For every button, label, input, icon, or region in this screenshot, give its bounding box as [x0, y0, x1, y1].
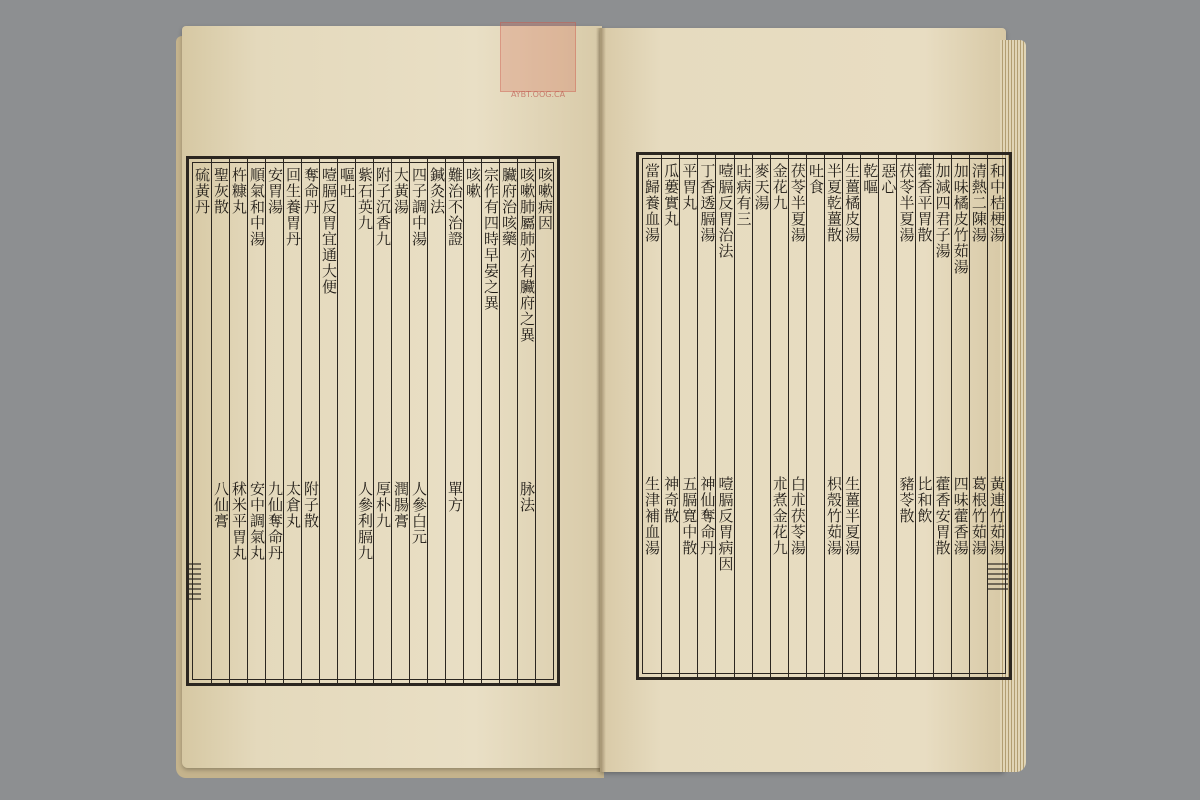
left-column — [355, 159, 374, 683]
left-entry: 附子沉香九 — [374, 167, 392, 247]
left-column — [463, 159, 482, 683]
left-entry: 嘔吐 — [338, 167, 356, 199]
right-text-frame — [636, 152, 1012, 680]
left-entry: 咳嗽肺屬肺亦有臟府之異 — [518, 167, 536, 343]
right-entry-lower: 朮煮金花九 — [770, 476, 789, 557]
left-entry-lower: 潤腸膏 — [392, 481, 410, 530]
left-entry: 臟府治咳藥 — [500, 167, 518, 247]
right-entry-lower: 豬苓散 — [897, 476, 916, 525]
left-entry-lower: 人參白元 — [410, 481, 428, 546]
right-column — [933, 155, 952, 677]
left-column — [193, 159, 211, 683]
right-column — [715, 155, 734, 677]
left-entry-lower: 脉法 — [518, 481, 536, 514]
right-entry-lower: 噎膈反胃病因 — [716, 476, 735, 573]
library-seal — [500, 22, 576, 92]
left-entry: 宗作有四時早晏之異 — [482, 167, 500, 311]
right-entry: 瓜蔞實丸 — [662, 163, 681, 227]
left-column — [319, 159, 338, 683]
left-fish-tail-mark — [187, 560, 201, 600]
left-column — [301, 159, 320, 683]
right-column — [915, 155, 934, 677]
right-entry-lower: 生薑半夏湯 — [843, 476, 862, 557]
left-column — [247, 159, 266, 683]
left-column — [517, 159, 536, 683]
right-column — [896, 155, 915, 677]
right-entry: 加減四君子湯 — [933, 163, 952, 259]
left-entry: 難治不治證 — [446, 167, 464, 247]
left-entry-lower: 太倉丸 — [284, 481, 302, 530]
left-entry: 四子調中湯 — [410, 167, 428, 247]
left-entry: 紫石英九 — [356, 167, 374, 231]
left-entry: 硫黃丹 — [193, 167, 211, 215]
right-entry-lower: 葛根竹茹湯 — [969, 476, 988, 557]
right-entry: 麥天湯 — [752, 163, 771, 211]
right-entry-lower: 枳殼竹茹湯 — [825, 476, 844, 557]
right-column — [734, 155, 753, 677]
left-entry: 噎膈反胃宜通大便 — [320, 167, 338, 295]
right-entry-lower: 神仙奪命丹 — [698, 476, 717, 557]
right-column — [951, 155, 970, 677]
right-entry: 加味橘皮竹茹湯 — [951, 163, 970, 275]
right-entry-lower: 五膈寬中散 — [680, 476, 699, 557]
left-entry-lower: 九仙奪命丹 — [266, 481, 284, 562]
left-entry: 奪命丹 — [302, 167, 320, 215]
right-entry: 半夏乾薑散 — [825, 163, 844, 243]
right-column — [661, 155, 680, 677]
left-entry-lower: 附子散 — [302, 481, 320, 530]
left-column — [499, 159, 518, 683]
left-entry: 聖灰散 — [212, 167, 230, 215]
right-column — [842, 155, 861, 677]
right-entry: 茯苓半夏湯 — [788, 163, 807, 243]
right-entry-lower: 藿香安胃散 — [933, 476, 952, 557]
right-entry: 清熱二陳湯 — [969, 163, 988, 243]
right-column — [860, 155, 879, 677]
right-entry-lower: 四味藿香湯 — [951, 476, 970, 557]
left-entry-lower: 厚朴九 — [374, 481, 392, 530]
left-column — [445, 159, 464, 683]
right-column — [987, 155, 1006, 677]
right-entry-lower: 白朮茯苓湯 — [788, 476, 807, 557]
right-entry: 金花九 — [770, 163, 789, 211]
right-entry: 丁香透膈湯 — [698, 163, 717, 243]
right-entry-lower: 神奇散 — [662, 476, 681, 525]
left-entry: 杵糠丸 — [230, 167, 248, 215]
right-column — [788, 155, 807, 677]
left-entry-lower: 單方 — [446, 481, 464, 514]
book-gutter — [596, 28, 606, 772]
right-entry: 惡心 — [879, 163, 898, 195]
left-text-frame — [186, 156, 560, 686]
left-entry-lower: 秫米平胃丸 — [230, 481, 248, 562]
left-entry: 安胃湯 — [266, 167, 284, 215]
left-column — [409, 159, 428, 683]
left-entry: 大黃湯 — [392, 167, 410, 215]
right-entry-lower: 生津補血湯 — [643, 476, 662, 557]
left-column — [283, 159, 302, 683]
right-entry: 當歸養血湯 — [643, 163, 662, 243]
left-column — [427, 159, 446, 683]
right-column — [824, 155, 843, 677]
left-entry: 回生養胃丹 — [284, 167, 302, 247]
right-fish-tail-mark — [988, 560, 1008, 590]
right-column — [969, 155, 988, 677]
left-column — [373, 159, 392, 683]
right-entry: 噎膈反胃治法 — [716, 163, 735, 259]
right-entry: 藿香平胃散 — [915, 163, 934, 243]
right-column — [752, 155, 771, 677]
left-column — [265, 159, 284, 683]
left-entry: 咳嗽病因 — [536, 167, 554, 231]
left-column — [391, 159, 410, 683]
left-column — [211, 159, 230, 683]
right-column — [679, 155, 698, 677]
left-entry: 咳嗽 — [464, 167, 482, 199]
right-entry: 生薑橘皮湯 — [843, 163, 862, 243]
left-column — [535, 159, 554, 683]
left-column — [229, 159, 248, 683]
right-entry: 和中桔梗湯 — [987, 163, 1006, 243]
right-column — [878, 155, 897, 677]
right-entry: 吐病有三 — [734, 163, 753, 227]
right-entry: 茯苓半夏湯 — [897, 163, 916, 243]
left-entry: 順氣和中湯 — [248, 167, 266, 247]
left-entry-lower: 八仙膏 — [212, 481, 230, 530]
left-entry-lower: 人參利膈九 — [356, 481, 374, 562]
right-column — [697, 155, 716, 677]
left-column — [481, 159, 500, 683]
left-entry: 鍼灸法 — [428, 167, 446, 215]
right-column — [770, 155, 789, 677]
right-entry: 乾嘔 — [861, 163, 880, 195]
seal-caption: AYBT.OOG.CA — [510, 90, 566, 99]
right-entry: 吐食 — [806, 163, 825, 195]
left-entry-lower: 安中調氣丸 — [248, 481, 266, 562]
left-column — [337, 159, 356, 683]
right-column — [643, 155, 661, 677]
right-entry: 平胃丸 — [680, 163, 699, 211]
right-entry-lower: 黃連竹茹湯 — [987, 476, 1006, 557]
right-entry-lower: 比和飲 — [915, 476, 934, 525]
right-column — [806, 155, 825, 677]
